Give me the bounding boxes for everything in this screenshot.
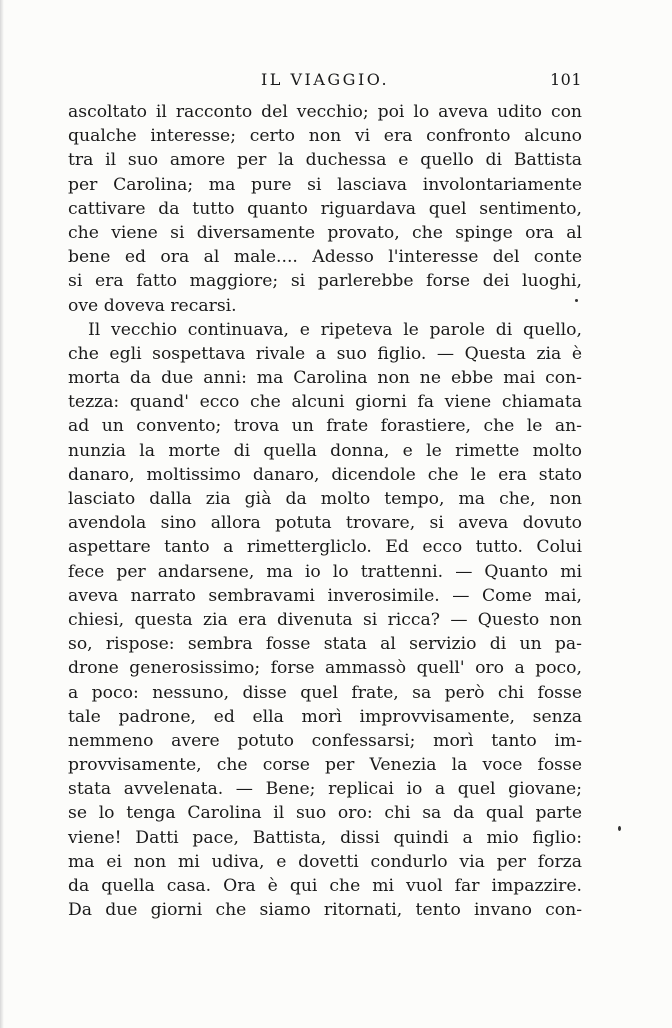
text-line: nunzia la morte di quella donna, e le rimette molto: [68, 440, 582, 461]
text-line: Da due giorni che siamo ritornati, tento invano con-: [68, 900, 582, 921]
text-line: aveva narrato sembravami inverosimile. — Come mai,: [68, 585, 582, 606]
body-text: [68, 100, 582, 922]
text-line: per Carolina; ma pure si lasciava involontariamente: [68, 174, 582, 195]
text-line: che viene si diversamente provato, che spinge ora al: [68, 222, 582, 243]
text-line: si era fatto maggiore; si parlerebbe forse dei luoghi,: [68, 271, 582, 292]
chapter-title: IL VIAGGIO.: [260, 70, 390, 89]
text-line: so, rispose: sembra fosse stata al servizio di un pa-: [68, 634, 582, 655]
text-line: bene ed ora al male.... Adesso l'interesse del conte: [68, 247, 582, 268]
text-line: che egli sospettava rivale a suo figlio. — Questa zia è: [68, 343, 582, 364]
text-line: lasciato dalla zia già da molto tempo, ma che, non: [68, 489, 582, 509]
text-line: tale padrone, ed ella morì improvvisamente, senza: [68, 706, 582, 727]
text-line: Il vecchio continuava, e ripeteva le parole di quello,: [88, 319, 582, 340]
text-line: aspettare tanto a rimettergliclo. Ed ecco tutto. Colui: [68, 537, 582, 558]
text-line: tra il suo amore per la duchessa e quello di Battista: [68, 150, 582, 171]
text-line: cattivare da tutto quanto riguardava quel sentimento,: [68, 198, 582, 219]
ink-speck: [618, 826, 621, 831]
text-line: morta da due anni: ma Carolina non ne ebbe mai con-: [68, 368, 582, 389]
text-line: avendola sino allora potuta trovare, si aveva dovuto: [68, 513, 582, 534]
text-line: se lo tenga Carolina il suo oro: chi sa da qual parte: [68, 803, 582, 824]
text-line: nemmeno avere potuto confessarsi; morì tanto im-: [68, 730, 582, 751]
ink-speck: [575, 299, 578, 302]
text-line: stata avvelenata. — Bene; replicai io a quel giovane;: [68, 779, 582, 800]
text-line: ad un convento; trova un frate forastiere, che le an-: [68, 416, 582, 437]
text-line: qualche interesse; certo non vi era confronto alcuno: [68, 126, 582, 147]
text-line: tezza: quand' ecco che alcuni giorni fa viene chiamata: [68, 392, 582, 413]
text-line: danaro, moltissimo danaro, dicendole che le era stato: [68, 464, 582, 485]
page-number: 101: [549, 70, 582, 89]
text-line: da quella casa. Ora è qui che mi vuol far impazzire.: [68, 876, 582, 896]
text-line: ma ei non mi udiva, e dovetti condurlo via per forza: [68, 851, 582, 872]
text-line: a poco: nessuno, disse quel frate, sa però chi fosse: [68, 682, 582, 703]
text-line: drone generosissimo; forse ammassò quell' oro a poco,: [68, 658, 582, 679]
text-line: ascoltato il racconto del vecchio; poi lo aveva udito con: [68, 102, 582, 122]
text-line: viene! Datti pace, Battista, dissi quindi a mio figlio:: [68, 827, 582, 848]
running-head: [68, 70, 582, 94]
text-line: ove doveva recarsi.: [68, 295, 237, 316]
text-line: provvisamente, che corse per Venezia la voce fosse: [68, 755, 582, 776]
text-line: chiesi, questa zia era divenuta si ricca? — Questo non: [68, 609, 582, 630]
text-line: fece per andarsene, ma io lo trattenni. — Quanto mi: [68, 561, 582, 582]
page-edge-shadow: [0, 0, 4, 1028]
